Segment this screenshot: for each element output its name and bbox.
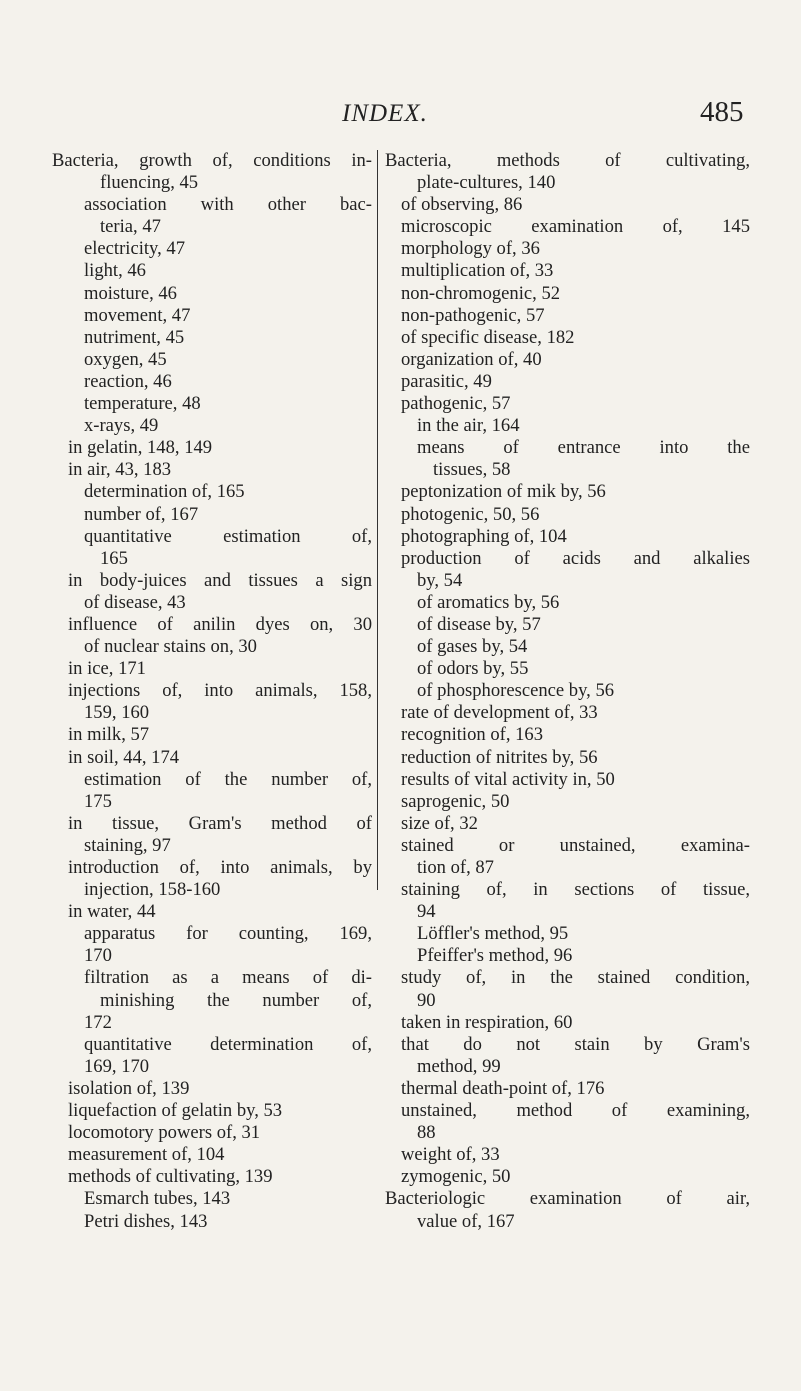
index-entry: association with other bac- xyxy=(84,194,372,216)
index-entry: weight of, 33 xyxy=(401,1144,500,1166)
index-entry: that do not stain by Gram's xyxy=(401,1033,750,1055)
index-entry: reduction of nitrites by, 56 xyxy=(401,746,598,768)
index-entry: non-chromogenic, 52 xyxy=(401,282,561,304)
index-entry: multiplication of, 33 xyxy=(401,260,554,282)
index-entry: staining of, in sections of tissue, xyxy=(401,879,750,901)
index-entry: 159, 160 xyxy=(84,702,150,724)
index-entry: 165 xyxy=(100,547,128,569)
index-entry: of odors by, 55 xyxy=(417,658,529,680)
running-title: INDEX. xyxy=(342,100,428,127)
index-entry: means of entrance into the xyxy=(417,437,750,459)
index-entry: locomotory powers of, 31 xyxy=(68,1122,261,1144)
index-entry: in milk, 57 xyxy=(68,724,150,746)
index-entry: Bacteria, methods of cultivating, xyxy=(385,150,750,171)
index-entry: pathogenic, 57 xyxy=(401,393,511,415)
index-entry: teria, 47 xyxy=(100,216,161,238)
index-entry: in water, 44 xyxy=(68,901,156,923)
index-entry: movement, 47 xyxy=(84,304,191,326)
index-entry: oxygen, 45 xyxy=(84,348,167,370)
index-entry: organization of, 40 xyxy=(401,348,542,370)
index-entry: methods of cultivating, 139 xyxy=(68,1166,273,1188)
index-entry: recognition of, 163 xyxy=(401,724,544,746)
index-entry: production of acids and alkalies xyxy=(401,547,750,569)
index-entry: in soil, 44, 174 xyxy=(68,746,180,768)
index-entry: Löffler's method, 95 xyxy=(417,923,569,945)
index-entry: moisture, 46 xyxy=(84,282,177,304)
index-entry: in air, 43, 183 xyxy=(68,459,172,481)
index-entry: plate-cultures, 140 xyxy=(417,172,556,194)
index-entry: in body-juices and tissues a sign xyxy=(68,569,372,591)
index-entry: microscopic examination of, 145 xyxy=(401,216,750,238)
index-entry: 88 xyxy=(417,1122,436,1144)
index-entry: of disease, 43 xyxy=(84,591,186,613)
index-entry: method, 99 xyxy=(417,1055,501,1077)
index-entry: 172 xyxy=(84,1011,112,1033)
index-entry: parasitic, 49 xyxy=(401,370,492,392)
index-entry: injections of, into animals, 158, xyxy=(68,680,372,702)
index-column-right xyxy=(385,150,750,1233)
index-entry: tissues, 58 xyxy=(433,459,511,481)
index-entry: x-rays, 49 xyxy=(84,415,159,437)
index-entry: minishing the number of, xyxy=(100,989,372,1011)
index-entry: of nuclear stains on, 30 xyxy=(84,636,257,658)
index-entry: photographing of, 104 xyxy=(401,525,567,547)
index-entry: morphology of, 36 xyxy=(401,238,540,260)
index-entry: in gelatin, 148, 149 xyxy=(68,437,213,459)
index-entry: estimation of the number of, xyxy=(84,768,372,790)
index-entry: Petri dishes, 143 xyxy=(84,1210,208,1232)
index-entry: of disease by, 57 xyxy=(417,613,541,635)
index-entry: of specific disease, 182 xyxy=(401,326,575,348)
index-entry: taken in respiration, 60 xyxy=(401,1011,573,1033)
index-entry: 175 xyxy=(84,790,112,812)
index-entry: peptonization of mik by, 56 xyxy=(401,481,606,503)
index-entry: Pfeiffer's method, 96 xyxy=(417,945,573,967)
page-number: 485 xyxy=(700,96,744,128)
index-entry: stained or unstained, examina- xyxy=(401,834,750,856)
index-column-left xyxy=(52,150,372,1233)
index-entry: of aromatics by, 56 xyxy=(417,591,560,613)
index-entry: 169, 170 xyxy=(84,1055,150,1077)
index-entry: determination of, 165 xyxy=(84,481,245,503)
index-entry: value of, 167 xyxy=(417,1210,515,1232)
index-entry: filtration as a means of di- xyxy=(84,967,372,989)
index-entry: measurement of, 104 xyxy=(68,1144,225,1166)
index-entry: of gases by, 54 xyxy=(417,636,528,658)
index-entry: tion of, 87 xyxy=(417,857,494,878)
index-entry: 94 xyxy=(417,901,436,923)
index-entry: isolation of, 139 xyxy=(68,1077,190,1099)
index-entry: Esmarch tubes, 143 xyxy=(84,1188,231,1210)
index-entry: results of vital activity in, 50 xyxy=(401,768,615,790)
index-entry: staining, 97 xyxy=(84,834,171,856)
index-entry: number of, 167 xyxy=(84,503,199,525)
index-entry: light, 46 xyxy=(84,260,146,282)
index-entry: size of, 32 xyxy=(401,812,478,834)
index-entry: study of, in the stained condition, xyxy=(401,967,750,989)
index-entry: injection, 158-160 xyxy=(84,879,221,901)
index-entry: temperature, 48 xyxy=(84,393,201,415)
index-entry: in ice, 171 xyxy=(68,658,146,680)
index-entry: in the air, 164 xyxy=(417,415,520,437)
index-entry: by, 54 xyxy=(417,569,463,591)
page-header xyxy=(0,96,801,136)
index-entry: introduction of, into animals, by xyxy=(68,857,372,878)
index-entry: of phosphorescence by, 56 xyxy=(417,680,615,702)
index-entry: apparatus for counting, 169, xyxy=(84,923,372,945)
index-entry: non-pathogenic, 57 xyxy=(401,304,545,326)
index-entry: of observing, 86 xyxy=(401,194,523,216)
index-entry: electricity, 47 xyxy=(84,238,186,260)
index-entry: photogenic, 50, 56 xyxy=(401,503,540,525)
index-entry: quantitative determination of, xyxy=(84,1033,372,1055)
index-entry: rate of development of, 33 xyxy=(401,702,598,724)
index-entry: fluencing, 45 xyxy=(100,172,199,194)
column-divider xyxy=(377,150,378,890)
index-entry: unstained, method of examining, xyxy=(401,1100,750,1122)
index-entry: saprogenic, 50 xyxy=(401,790,510,812)
index-entry: reaction, 46 xyxy=(84,370,172,392)
index-entry: zymogenic, 50 xyxy=(401,1166,511,1188)
index-entry: 170 xyxy=(84,945,112,967)
index-entry: liquefaction of gelatin by, 53 xyxy=(68,1100,283,1122)
index-entry: quantitative estimation of, xyxy=(84,525,372,547)
index-entry: 90 xyxy=(417,989,436,1011)
index-entry: thermal death-point of, 176 xyxy=(401,1077,605,1099)
index-entry: nutriment, 45 xyxy=(84,326,185,348)
index-entry: Bacteria, growth of, conditions in- xyxy=(52,150,372,171)
index-entry: influence of anilin dyes on, 30 xyxy=(68,613,372,635)
index-entry: Bacteriologic examination of air, xyxy=(385,1188,750,1210)
index-entry: in tissue, Gram's method of xyxy=(68,812,372,834)
